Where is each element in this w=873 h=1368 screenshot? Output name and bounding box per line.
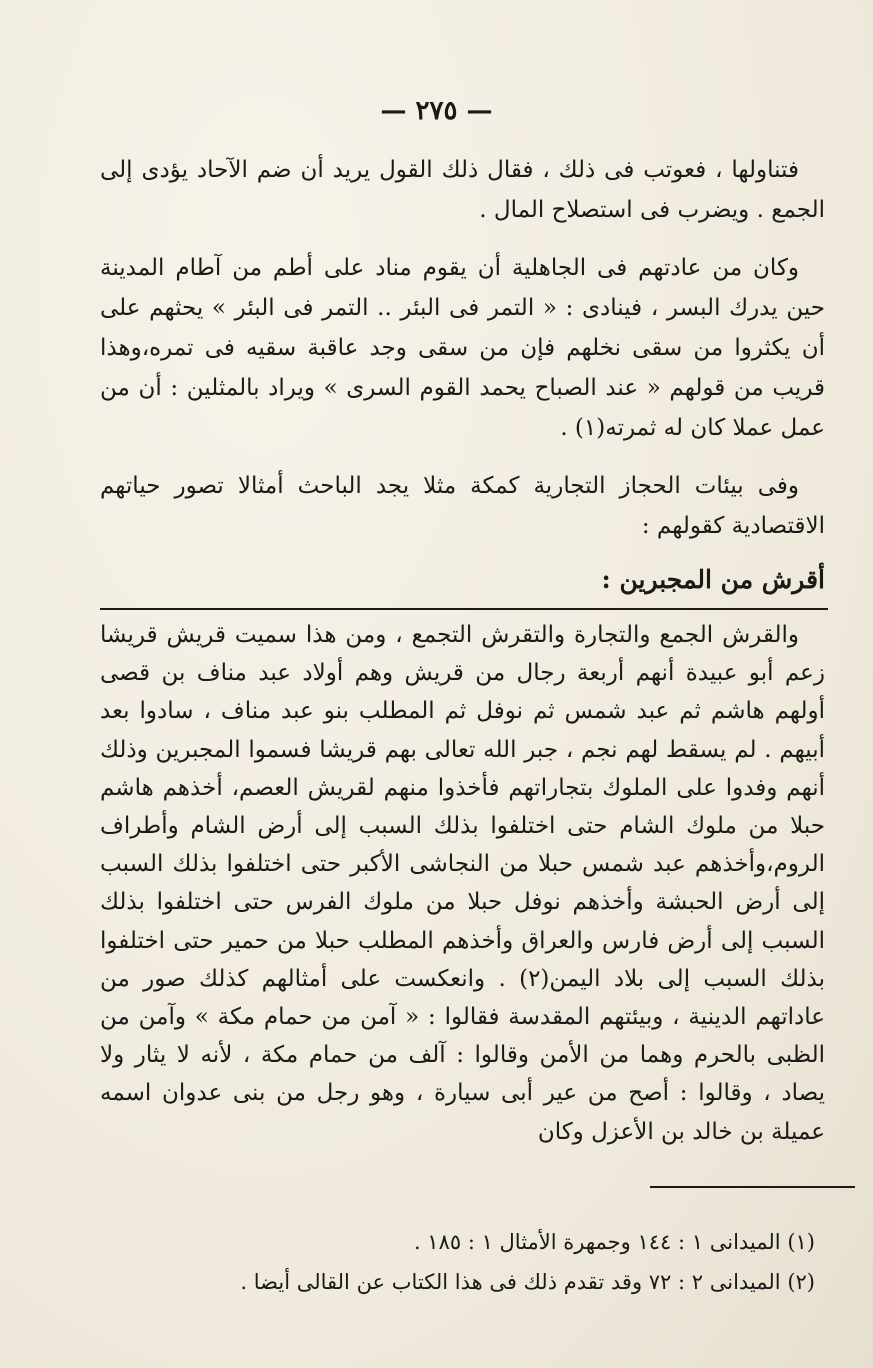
- footnotes: [180, 1222, 815, 1302]
- body-text-top: [100, 150, 825, 546]
- paragraph-2: وكان من عادتهم فى الجاهلية أن يقوم مناد على أطم من آطام المدينة حين يدرك البسر ، فينادى : « التمر فى البئر .. التمر فى البئر » يحثهم على أن يكثروا من سقى نخلهم فإن من سقى وجد عاقبة سقيه فى تمره،وهذا قريب من قولهم « عند الصباح يحمد القوم السرى » ويراد بالمثلين : أن من عمل عملا كان له ثمرته(١) .: [100, 255, 825, 441]
- heading-underline: [100, 608, 828, 610]
- proverb-heading: أقرش من المجبرين :: [601, 565, 825, 594]
- paragraph-1: فتناولها ، فعوتب فى ذلك ، فقال ذلك القول يريد أن ضم الآحاد يؤدى إلى الجمع . ويضرب فى استصلاح المال .: [100, 157, 825, 223]
- page-number: — ٢٧٥ —: [380, 96, 493, 126]
- body-text-main: [100, 616, 825, 1151]
- footnote-1: (١) الميدانى ١ : ١٤٤ وجمهرة الأمثال ١ : ١٨٥ .: [413, 1230, 815, 1254]
- paragraph-3: وفى بيئات الحجاز التجارية كمكة مثلا يجد الباحث أمثالا تصور حياتهم الاقتصادية كقولهم :: [100, 473, 825, 539]
- paragraph-main: والقرش الجمع والتجارة والتقرش التجمع ، ومن هذا سميت قريش قريشا زعم أبو عبيدة أنهم أربعة رجال من قريش وهم أولاد عبد مناف بن قصى أولهم هاشم ثم عبد شمس ثم نوفل ثم المطلب بنو عبد مناف ، سادوا بعد أبيهم . لم يسقط لهم نجم ، جبر الله تعالى بهم قريشا فسموا المجبرين وذلك أنهم وفدوا على الملوك بتجاراتهم فأخذوا منهم لقريش العصم، أخذهم هاشم حبلا من ملوك الشام حتى اختلفوا بذلك السبب إلى أرض الشام وأطراف الروم،وأخذهم عبد شمس حبلا من النجاشى الأكبر حتى اختلفوا بذلك السبب إلى أرض الحبشة وأخذهم نوفل حبلا من ملوك الفرس حتى اختلفوا بذلك السبب إلى أرض فارس والعراق وأخذهم المطلب حبلا من حمير حتى اختلفوا بذلك السبب إلى بلاد اليمن(٢) . وانعكست على أمثالهم كذلك صور من عاداتهم الدينية ، وبيئتهم المقدسة فقالوا : « آمن من حمام مكة » وآمن من الظبى بالحرم وهما من الأمن وقالوا : آلف من حمام مكة ، لأنه لا يثار ولا يصاد ، وقالوا : أصح من عير أبى سيارة ، وهو رجل من بنى عدوان اسمه عميلة بن خالد بن الأعزل وكان: [100, 622, 825, 1145]
- footnote-2: (٢) الميدانى ٢ : ٧٢ وقد تقدم ذلك فى هذا الكتاب عن القالى أيضا .: [240, 1270, 815, 1294]
- footnote-separator: [650, 1186, 855, 1188]
